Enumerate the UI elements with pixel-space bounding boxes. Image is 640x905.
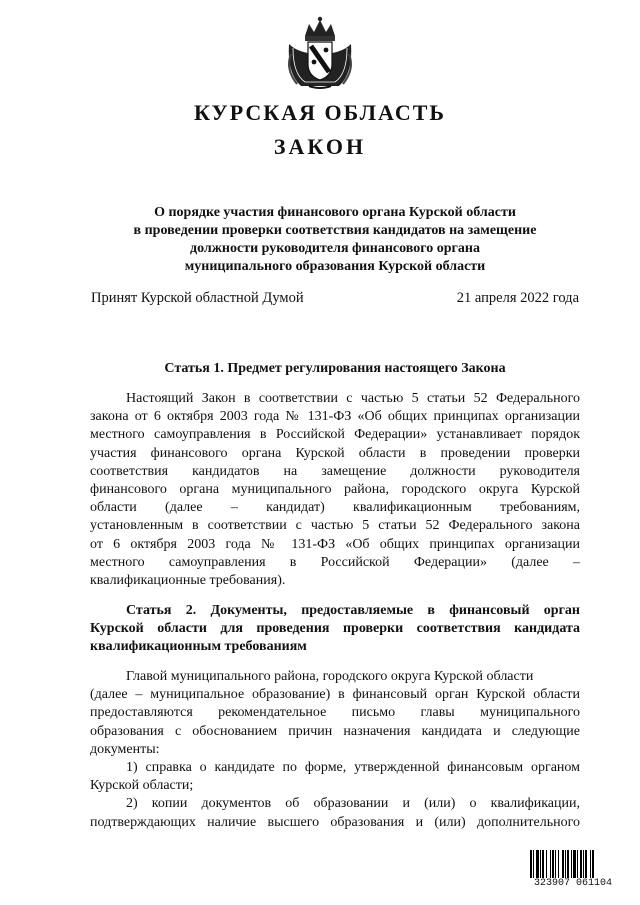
law-title-line: муниципального образования Курской области [184, 259, 486, 274]
text-line: финансового органа муниципального района, городского округа Курской [90, 482, 580, 498]
heading-line: Курской области для проведения проверки соответствия кандидата [90, 621, 580, 636]
barcode-bar [571, 850, 572, 878]
barcode-bar [583, 850, 584, 878]
region-heading: КУРСКАЯ ОБЛАСТЬ [194, 100, 446, 125]
text-line: квалификационные требования). [90, 573, 286, 589]
law-title-line: должности руководителя финансового органа [190, 241, 480, 256]
article-2-body [90, 668, 580, 832]
barcode-bar [580, 850, 582, 878]
barcode-bar [546, 850, 547, 878]
barcode-bar [533, 850, 534, 878]
law-title [90, 204, 580, 276]
kursk-coat-of-arms-icon [281, 14, 359, 92]
text-line: (далее – муниципальное образование) в финансовый орган Курской области [90, 687, 580, 703]
barcode-bar [540, 850, 541, 878]
law-title-line: О порядке участия финансового органа Курской области [154, 205, 516, 220]
text-line: местного самоуправления в Российской Федерации» устанавливает порядок [90, 427, 580, 443]
barcode-bar [592, 850, 594, 878]
barcode-bar [550, 850, 551, 878]
text-line: Курской области; [90, 778, 194, 794]
adopted-date: 21 апреля 2022 года [456, 290, 579, 306]
text-line: соответствия кандидатов на замещение должности руководителя [90, 463, 580, 479]
text-line: 2) копии документов об образовании и (или) о квалификации, [126, 796, 580, 812]
barcode-bar [562, 850, 564, 878]
barcode-number: 323907 061104 [533, 878, 612, 889]
barcode-bar [585, 850, 587, 878]
barcode-bar [577, 850, 578, 878]
document-type-heading: ЗАКОН [273, 134, 367, 159]
text-line: Главой муниципального района, городского округа Курской области [126, 669, 534, 684]
text-line: образования с обоснованием причин назначения кандидата и следующие [90, 723, 580, 739]
article-2-heading [90, 602, 580, 656]
barcode-bar [565, 850, 566, 878]
text-line: закона от 6 октября 2003 года № 131-ФЗ «Об общих принципах организации [90, 409, 580, 425]
text-line: подтверждающих наличие высшего образования и (или) дополнительного [90, 814, 580, 830]
text-line: местного самоуправления в Российской Федерации» (далее – [90, 554, 580, 570]
text-line: Настоящий Закон в соответствии с частью 5 статьи 52 Федерального [126, 391, 580, 406]
barcode-bar [530, 850, 532, 878]
barcode-bar [573, 850, 576, 878]
law-title-line: в проведении проверки соответствия кандидатов на замещение [133, 223, 537, 238]
heading-line: Статья 2. Документы, предоставляемые в финансовый орган [126, 603, 580, 618]
barcode-bar [542, 850, 544, 878]
barcode-bar [552, 850, 554, 878]
article-1-body [90, 390, 580, 590]
adopted-by: Принят Курской областной Думой [91, 290, 304, 306]
text-line: документы: [90, 741, 160, 757]
text-line: участия финансового органа Курской области в проведении проверки [90, 445, 580, 461]
barcode-bar [558, 850, 559, 878]
barcode-bar [555, 850, 556, 878]
text-line: 1) справка о кандидате по форме, утвержденной финансовым органом [126, 760, 580, 776]
text-line: установленным в соответствии с частью 5 статьи 52 Федерального закона [90, 518, 580, 534]
barcode-bar [590, 850, 591, 878]
barcode-bar [536, 850, 539, 878]
text-line: области (далее – кандидат) квалификационным требованиям, [90, 500, 580, 516]
text-line: от 6 октября 2003 года № 131-ФЗ «Об общих принципах организации [90, 536, 580, 552]
text-line: предоставляются рекомендательное письмо главы муниципального [90, 705, 580, 721]
heading-line: квалификационным требованиям [90, 639, 307, 654]
article-1-heading: Статья 1. Предмет регулирования настоящего Закона [164, 361, 506, 376]
barcode-icon [530, 850, 616, 878]
barcode-bar [567, 850, 569, 878]
